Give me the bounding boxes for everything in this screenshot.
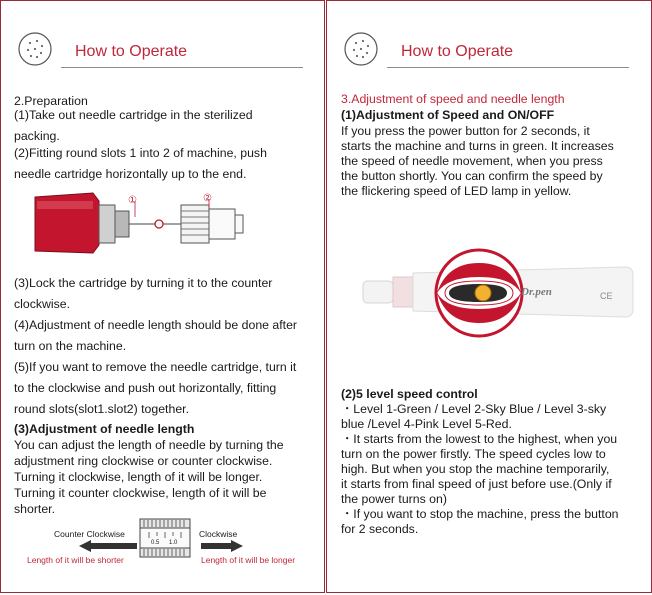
text-line: it starts from final speed of just before use.(Only if bbox=[341, 477, 612, 491]
text-line: ・If you want to stop the machine, press the button bbox=[341, 507, 619, 521]
speed-heading: (2)5 level speed control bbox=[341, 387, 478, 401]
left-panel bbox=[0, 0, 325, 593]
text-line: shorter. bbox=[14, 502, 56, 516]
right-header bbox=[341, 29, 629, 69]
right-arrow-icon bbox=[201, 539, 243, 553]
slot1-label: ① bbox=[128, 195, 137, 206]
adjustment-ring-dial bbox=[139, 518, 191, 558]
text-line: (2)Fitting round slots 1 into 2 of machine, push bbox=[14, 146, 267, 160]
cartridge-fitting-diagram bbox=[31, 187, 251, 263]
text-line: (3)Lock the cartridge by turning it to the counter bbox=[14, 276, 273, 290]
lock-steps bbox=[14, 273, 297, 420]
needle-cartridge-icon bbox=[343, 31, 379, 67]
slot2-label: ② bbox=[203, 193, 212, 204]
text-line: the flickering speed of LED lamp in yellow. bbox=[341, 184, 572, 198]
dial-mark-high: 1.0 bbox=[169, 540, 178, 546]
preparation-heading: 2.Preparation bbox=[14, 94, 88, 108]
text-line: high. But when you stop the machine temporarily, bbox=[341, 462, 610, 476]
onoff-heading: (1)Adjustment of Speed and ON/OFF bbox=[341, 108, 555, 122]
section-heading: 3.Adjustment of speed and needle length bbox=[341, 92, 565, 106]
speed-text bbox=[341, 402, 619, 537]
text-line: adjustment ring clockwise or counter clockwise. bbox=[14, 454, 273, 468]
left-arrow-icon bbox=[79, 539, 137, 553]
left-header bbox=[15, 29, 303, 69]
text-line: for 2 seconds. bbox=[341, 522, 419, 536]
text-line: the power turns on) bbox=[341, 492, 447, 506]
text-line: (4)Adjustment of needle length should be done after bbox=[14, 318, 298, 332]
dial-mark-low: 0.5 bbox=[151, 540, 160, 546]
text-line: turn on the power firstly. The speed cycles low to bbox=[341, 447, 606, 461]
ce-mark: CE bbox=[600, 291, 613, 301]
text-line: clockwise. bbox=[14, 297, 71, 311]
text-line: blue /Level 4-Pink Level 5-Red. bbox=[341, 417, 512, 431]
text-line: Turning it counter clockwise, length of it will be bbox=[14, 486, 267, 500]
shorter-label: Length of it will be shorter bbox=[27, 555, 124, 565]
longer-label: Length of it will be longer bbox=[201, 555, 296, 565]
text-line: the button shortly. You can confirm the speed by bbox=[341, 169, 603, 183]
text-line: to the clockwise and push out horizontally, fitting bbox=[14, 381, 277, 395]
text-line: the speed of needle movement, when you press bbox=[341, 154, 603, 168]
text-line: packing. bbox=[14, 129, 60, 143]
text-line: (1)Take out needle cartridge in the sterilized bbox=[14, 108, 253, 122]
text-line: You can adjust the length of needle by turning the bbox=[14, 438, 284, 452]
preparation-step2 bbox=[14, 143, 267, 185]
text-line: needle cartridge horizontally up to the end. bbox=[14, 167, 247, 181]
text-line: turn on the machine. bbox=[14, 339, 127, 353]
text-line: If you press the power button for 2 seconds, it bbox=[341, 124, 590, 138]
text-line: Turning it clockwise, length of it will be longer. bbox=[14, 470, 263, 484]
title-rule bbox=[61, 67, 303, 68]
onoff-text bbox=[341, 124, 614, 199]
needle-cartridge-icon bbox=[17, 31, 53, 67]
right-panel bbox=[326, 0, 652, 593]
title-rule bbox=[387, 67, 629, 68]
preparation-step1 bbox=[14, 105, 253, 147]
adjust-heading: (3)Adjustment of needle length bbox=[14, 422, 195, 436]
cw-label: Clockwise bbox=[199, 529, 238, 539]
text-line: starts the machine and turns in green. It increases bbox=[341, 139, 614, 153]
brand-label: Dr.pen bbox=[521, 286, 552, 298]
text-line: ・It starts from the lowest to the highest, when you bbox=[341, 432, 618, 446]
page-title: How to Operate bbox=[75, 43, 188, 60]
text-line: round slots(slot1.slot2) together. bbox=[14, 402, 189, 416]
text-line: ・Level 1-Green / Level 2-Sky Blue / Level 3-sky bbox=[341, 402, 607, 416]
text-line: (5)If you want to remove the needle cartridge, turn it bbox=[14, 360, 297, 374]
ccw-label: Counter Clockwise bbox=[54, 529, 125, 539]
adjust-text bbox=[14, 437, 284, 517]
page-title: How to Operate bbox=[401, 43, 514, 60]
